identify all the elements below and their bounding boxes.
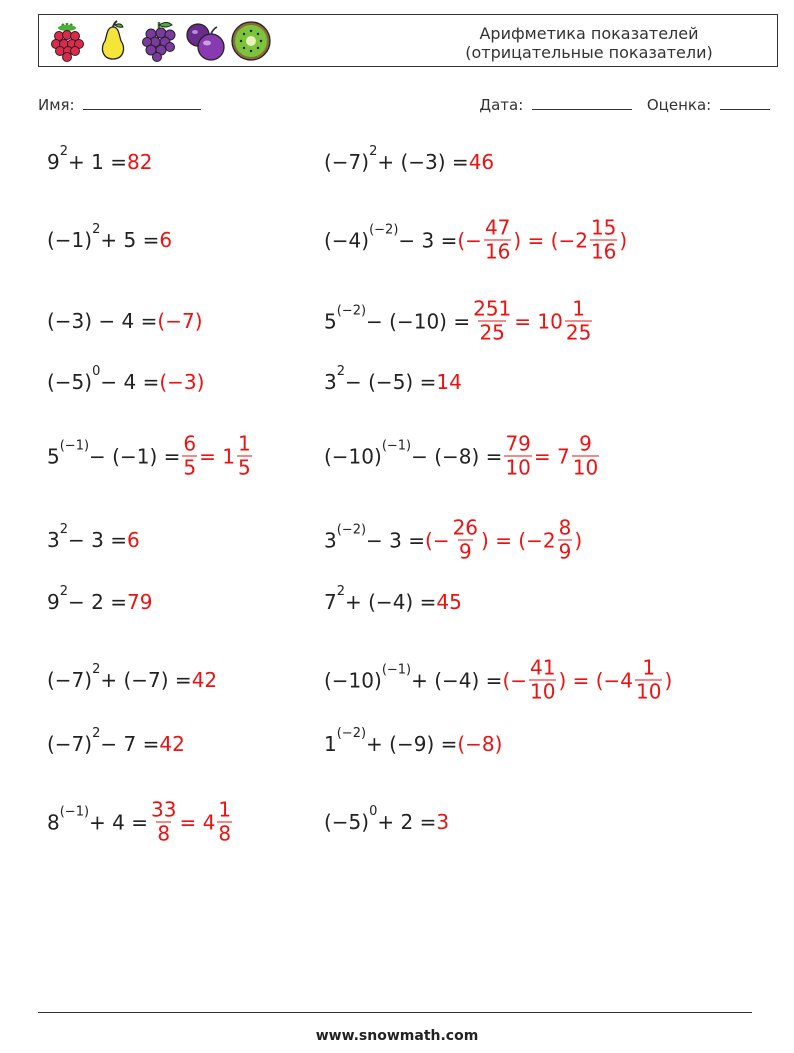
expr-text: (−7) [324,150,370,174]
expr-text: + (−4) = [411,668,503,692]
problem-15: (−7) $^2$ + (−7) = 42 [47,662,218,692]
expr-text: 5 [47,444,60,468]
title-line-1: Арифметика показателей [479,24,699,43]
worksheet-header [38,14,778,67]
expr-text: 7 [324,590,337,614]
fraction [182,433,197,480]
problem-4: (−4) $^{(-2)}$ − 3 = (− $\frac{47}{16}$ ) = (−2 $\frac{15}{16}$ ) [324,215,628,264]
expr-text: (−3) − 4 = [47,309,158,333]
fraction [565,298,592,345]
expr-text: 3 [436,810,450,834]
expr-text: − (−8) = [411,444,503,468]
fraction-denominator: 9 [558,539,572,564]
expr-text: 6 [126,528,140,552]
expr-text: ) [574,528,583,552]
fraction-numerator: 26 [452,515,479,540]
fraction-denominator: 8 [218,821,232,846]
fraction-denominator: 9 [458,539,472,564]
name-blank[interactable] [83,94,201,110]
expr-text: + 1 = [68,150,127,174]
expr-text: 1 [324,732,337,756]
score-blank[interactable] [720,94,770,110]
expr-text: 46 [468,150,495,174]
expr-text: + 5 = [100,228,160,252]
fraction [504,433,531,480]
fruit-icons [45,19,273,63]
expr-text: (−7) [157,309,203,333]
answer [425,517,582,564]
answer [436,370,461,394]
expr-text: − 2 = [68,590,127,614]
problem-5 [47,309,203,333]
fraction-denominator: 5 [237,455,251,480]
answer [127,150,152,174]
fraction [635,657,662,704]
problem-13: 9 $^2$ − 2 = 79 [47,584,153,614]
expr-text: (−1) [47,228,93,252]
problem-9: 5 $^{(-1)}$ − (−1) = $\frac{6}{5}$ = 1 $\frac{1}{5}$ [47,433,254,480]
answer [127,528,140,552]
problem-20: (−5) $^0$ + 2 = 3 [324,804,450,834]
expr-text: 8 [47,810,60,834]
expr-text: (−5) [324,810,370,834]
answer [180,433,253,480]
fraction-numerator: 6 [183,431,197,456]
expr-text: (−3) [159,370,205,394]
answer [470,298,594,345]
pear-icon [91,19,135,63]
expr-text: ) = (−4 [558,668,634,692]
problem-14: 7 $^2$ + (−4) = 45 [324,584,462,614]
fraction-denominator: 10 [505,455,531,480]
expr-text: ) = (−2 [513,228,588,252]
fraction-denominator: 8 [157,821,171,846]
fraction [558,517,573,564]
problem-7: (−5) $^0$ − 4 = (−3) [47,364,205,394]
fraction-denominator: 10 [572,455,599,480]
date-score-fields [479,94,770,114]
fraction-numerator: 1 [572,296,585,321]
answer [436,810,449,834]
date-label: Дата: [479,96,524,114]
answer [148,799,234,846]
expr-text: − 4 = [100,370,160,394]
footer-site: www.snowmath.com [315,1028,479,1044]
expr-text: (−7) [47,668,93,692]
answer [159,370,204,394]
fraction [572,433,599,480]
answer [469,150,494,174]
fraction [452,517,479,564]
expr-text: = 1 [199,444,235,468]
name-field [38,94,201,114]
fraction-numerator: 79 [505,431,531,456]
problem-8: 3 $^2$ − (−5) = 14 [324,364,462,394]
raspberry-icon [45,19,89,63]
grapes-icon [137,19,181,63]
plums-icon [183,19,227,63]
expr-text: 6 [159,228,173,252]
fraction [484,217,511,264]
answer [127,590,152,614]
fraction [529,657,556,704]
expr-text: + (−9) = [366,732,458,756]
expr-text: 9 [47,150,60,174]
expr-text: (−7) [47,732,93,756]
expr-text: (−10) [324,444,382,468]
footer-divider [38,1012,752,1013]
expr-text: (−5) [47,370,93,394]
expr-text: (− [502,668,528,692]
expr-text: 5 [324,309,337,333]
date-blank[interactable] [532,94,632,110]
fraction [217,799,232,846]
kiwi-icon [229,19,273,63]
fraction-denominator: 25 [565,320,592,345]
problem-6: 5 $^{(-2)}$ − (−10) = $\frac{251}{25}$ = 10 $\frac{1}{25}$ [324,298,594,345]
expr-text: − 3 = [398,228,458,252]
answer [157,309,202,333]
expr-text: = 10 [514,309,563,333]
fraction-numerator: 8 [558,515,572,540]
fraction [150,799,177,846]
fraction-denominator: 16 [590,239,617,264]
answer [159,228,172,252]
expr-text: − (−5) = [345,370,437,394]
expr-text: ) [664,668,673,692]
answer [436,590,461,614]
expr-text: (−4) [324,228,370,252]
fraction [237,433,252,480]
answer [457,217,627,264]
expr-text: 79 [126,590,153,614]
expr-text: 3 [47,528,60,552]
problem-17: (−7) $^2$ − 7 = 42 [47,726,185,756]
expr-text: − 3 = [68,528,127,552]
fraction-numerator: 1 [218,797,232,822]
expr-text: 82 [126,150,153,174]
fraction-denominator: 16 [484,239,511,264]
expr-text: (− [425,528,450,552]
expr-text: − 7 = [100,732,160,756]
title-line-2: (отрицательные показатели) [465,43,713,62]
expr-text: (− [457,228,482,252]
expr-text: + 2 = [377,810,437,834]
expr-text: − (−10) = [366,309,471,333]
fraction-numerator: 251 [473,296,512,321]
problem-19: 8 $^{(-1)}$ + 4 = $\frac{33}{8}$ = 4 $\frac{1}{8}$ [47,799,234,846]
fraction-numerator: 47 [484,215,511,240]
answer [502,657,672,704]
answer [502,433,601,480]
problem-10: (−10) $^{(-1)}$ − (−8) = $\frac{79}{10}$ = 7 $\frac{9}{10}$ [324,433,601,480]
problem-2: (−7) $^2$ + (−3) = 46 [324,144,495,174]
expr-text: + (−3) = [377,150,469,174]
expr-text: (−10) [324,668,382,692]
score-label: Оценка: [646,96,712,114]
expr-text: = 7 [533,444,570,468]
expr-text: − 3 = [366,528,426,552]
fraction-numerator: 15 [590,215,617,240]
expr-text: + 4 = [89,810,149,834]
fraction-numerator: 1 [237,431,251,456]
problem-3: (−1) $^2$ + 5 = 6 [47,222,173,252]
expr-text: (−8) [457,732,503,756]
fraction-numerator: 9 [579,431,592,456]
problem-16: (−10) $^{(-1)}$ + (−4) = (− $\frac{41}{10}$ ) = (−4 $\frac{1}{10}$ ) [324,655,673,704]
problem-18: 1 $^{(-2)}$ + (−9) = (−8) [324,726,503,756]
fraction-denominator: 10 [636,679,662,704]
expr-text: = 4 [179,810,216,834]
expr-text: ) = (−2 [481,528,556,552]
fraction-numerator: 33 [151,797,177,822]
fraction [590,217,617,264]
expr-text: + (−7) = [100,668,192,692]
fraction-numerator: 41 [530,655,556,680]
worksheet-title [439,24,739,62]
expr-text: 3 [324,528,337,552]
expr-text: 3 [324,370,337,394]
fraction-denominator: 10 [530,679,556,704]
fraction [472,298,512,345]
expr-text: 42 [191,668,218,692]
fraction-numerator: 1 [642,655,656,680]
fraction-denominator: 5 [183,455,197,480]
expr-text: 45 [436,590,462,614]
expr-text: − (−1) = [89,444,181,468]
problem-11: 3 $^2$ − 3 = 6 [47,522,140,552]
expr-text: 14 [436,370,462,394]
expr-text: + (−4) = [345,590,437,614]
problem-12: 3 $^{(-2)}$ − 3 = (− $\frac{26}{9}$ ) = (−2 $\frac{8}{9}$ ) [324,515,583,564]
expr-text: 42 [159,732,185,756]
fraction-denominator: 25 [479,320,505,345]
answer [192,668,217,692]
expr-text: 9 [47,590,60,614]
expr-text: ) [619,228,628,252]
problem-1: 9 $^2$ + 1 = 82 [47,144,153,174]
answer [159,732,184,756]
answer [457,732,502,756]
name-label: Имя: [38,96,75,114]
